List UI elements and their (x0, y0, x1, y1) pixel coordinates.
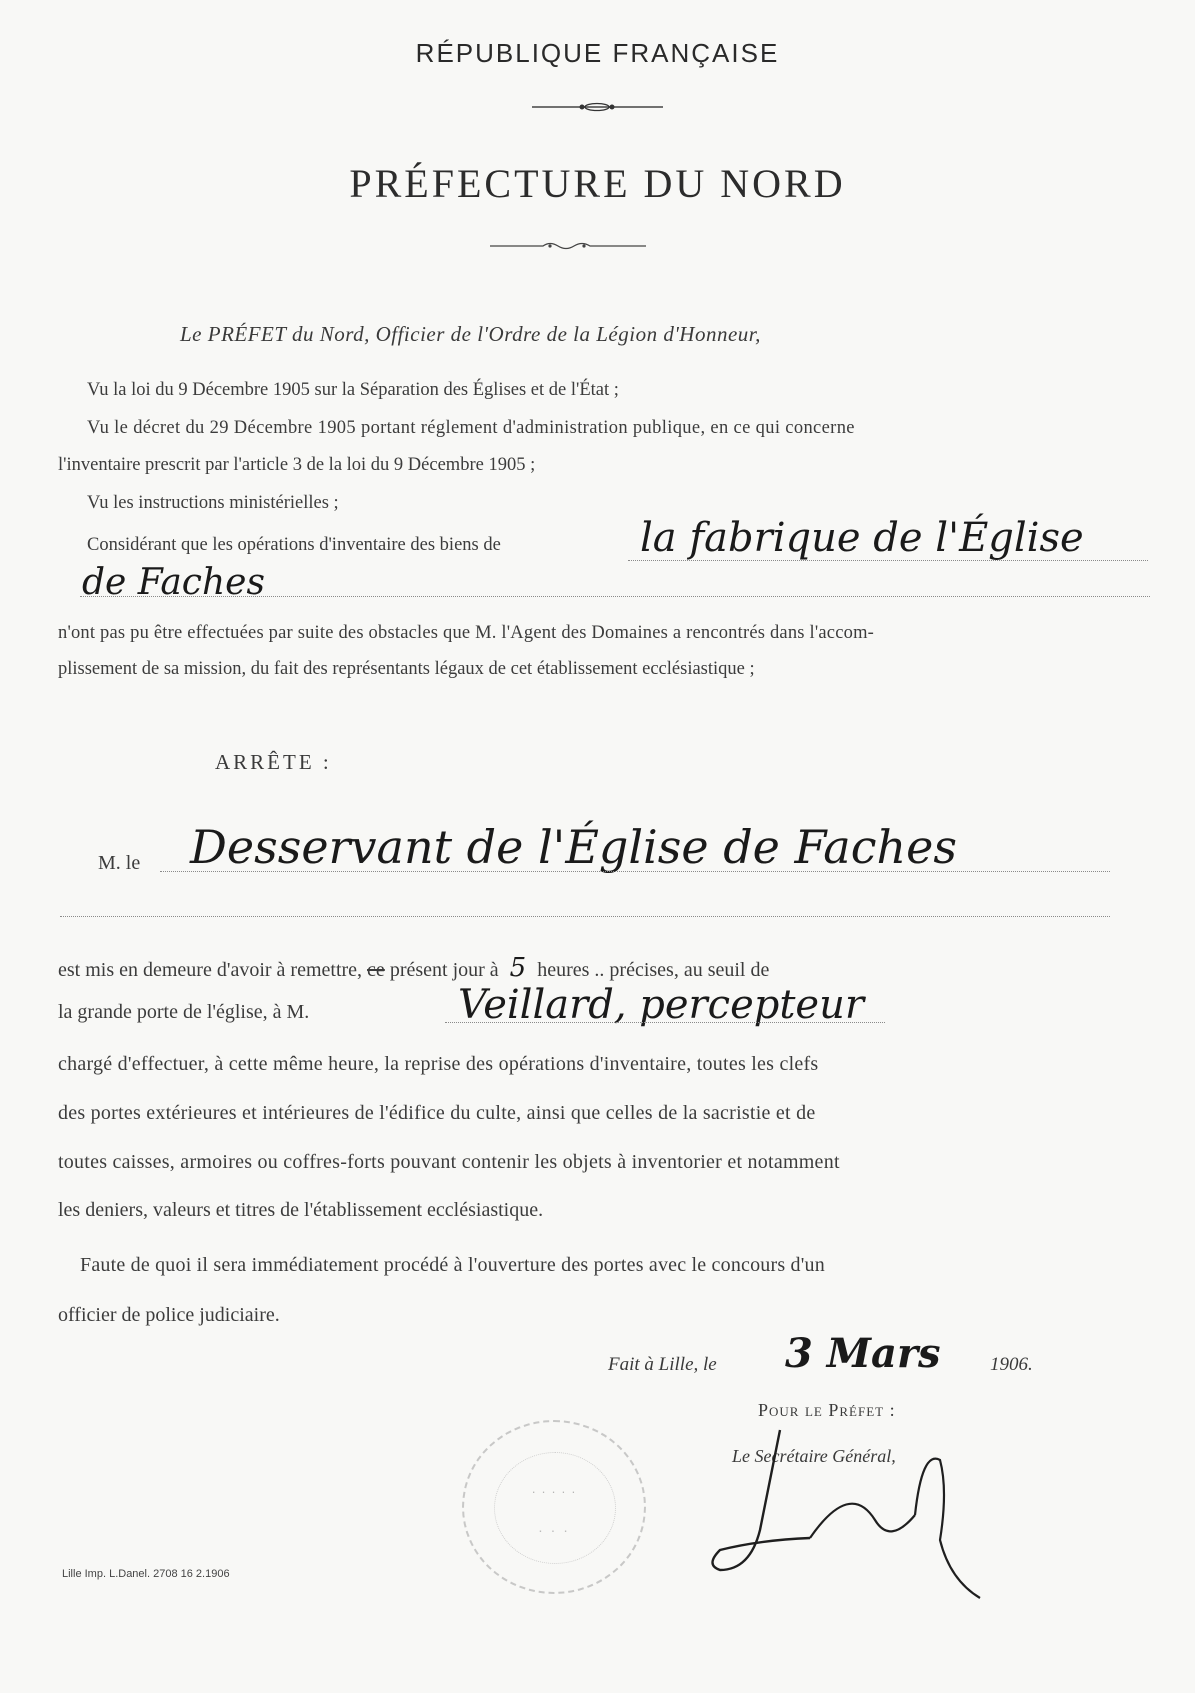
stamp-inner-ring (494, 1452, 616, 1564)
considerant-line: Considérant que les opérations d'inventaire des biens de (87, 535, 501, 555)
handwritten-date: 3 Mars (785, 1330, 941, 1377)
mise-en-demeure-text-c: heures .. précises, au seuil de (537, 959, 770, 981)
mise-en-demeure-text-a: est mis en demeure d'avoir à remettre, (58, 959, 363, 981)
caisses-line: toutes caisses, armoires ou coffres-forts pouvant contenir les objets à inventorier et notamment (58, 1151, 840, 1173)
grande-porte-line: la grande porte de l'église, à M. (58, 1001, 310, 1023)
handwritten-hour: 5 (509, 953, 527, 983)
obstacles-line-2: plissement de sa mission, du fait des représentants légaux de cet établissement ecclésiastique ; (58, 659, 755, 679)
stamp-text-2: · · · (538, 1522, 570, 1538)
pour-le-prefet: Pour le Préfet : (758, 1400, 896, 1420)
stamp-text-1: · · · · · (531, 1484, 577, 1499)
fill-line-percepteur (445, 1022, 885, 1023)
obstacles-line-1: n'ont pas pu être effectuées par suite des obstacles que M. l'Agent des Domaines a rencontrés dans l'accom- (58, 623, 875, 643)
fill-line-biens-1 (628, 560, 1148, 561)
faute-line-1: Faute de quoi il sera immédiatement procédé à l'ouverture des portes avec le concours d'un (80, 1254, 825, 1276)
vu-instructions-line: Vu les instructions ministérielles ; (87, 493, 339, 513)
ornament-divider-middle (488, 238, 648, 252)
arrete-heading: ARRÊTE : (215, 750, 332, 774)
handwritten-fabrique: la fabrique de l'Église (640, 515, 1084, 561)
mise-en-demeure-line (58, 953, 769, 983)
republic-title: RÉPUBLIQUE FRANÇAISE (415, 38, 780, 68)
handwritten-faches: de Faches (82, 562, 265, 603)
deniers-line: les deniers, valeurs et titres de l'établissement ecclésiastique. (58, 1199, 544, 1221)
mise-en-demeure-text-b: présent jour à (389, 959, 499, 981)
printer-imprint: Lille Imp. L.Danel. 2708 16 2.1906 (62, 1568, 230, 1580)
prefecture-title: PRÉFECTURE DU NORD (349, 161, 846, 206)
prefet-title-line: Le PRÉFET du Nord, Officier de l'Ordre de la Légion d'Honneur, (180, 322, 761, 346)
portes-line: des portes extérieures et intérieures de l'édifice du culte, ainsi que celles de la sacristie et de (58, 1102, 816, 1124)
vu-loi-line: Vu la loi du 9 Décembre 1905 sur la Séparation des Églises et de l'État ; (87, 380, 619, 400)
vu-decret-line-1: Vu le décret du 29 Décembre 1905 portant réglement d'administration publique, en ce qui concerne (87, 418, 855, 438)
fill-line-biens-2 (80, 596, 1150, 597)
fill-line-desservant-2 (60, 916, 1110, 917)
ornament-divider-top (530, 100, 665, 114)
m-le-label: M. le (98, 852, 141, 874)
handwritten-desservant: Desservant de l'Église de Faches (190, 820, 957, 874)
charge-line: chargé d'effectuer, à cette même heure, la reprise des opérations d'inventaire, toutes les clefs (58, 1053, 819, 1075)
vu-decret-line-2: l'inventaire prescrit par l'article 3 de la loi du 9 Décembre 1905 ; (58, 455, 536, 475)
secretaire-general: Le Secrétaire Général, (732, 1446, 896, 1466)
year-1906: 1906. (990, 1354, 1033, 1375)
struck-word: ce (367, 959, 385, 981)
fill-line-desservant-1 (160, 871, 1110, 872)
handwritten-percepteur: Veillard, percepteur (458, 982, 864, 1028)
fait-a-lille: Fait à Lille, le (608, 1354, 717, 1375)
faute-line-2: officier de police judiciaire. (58, 1304, 280, 1326)
prefecture-seal-stamp (462, 1420, 646, 1594)
